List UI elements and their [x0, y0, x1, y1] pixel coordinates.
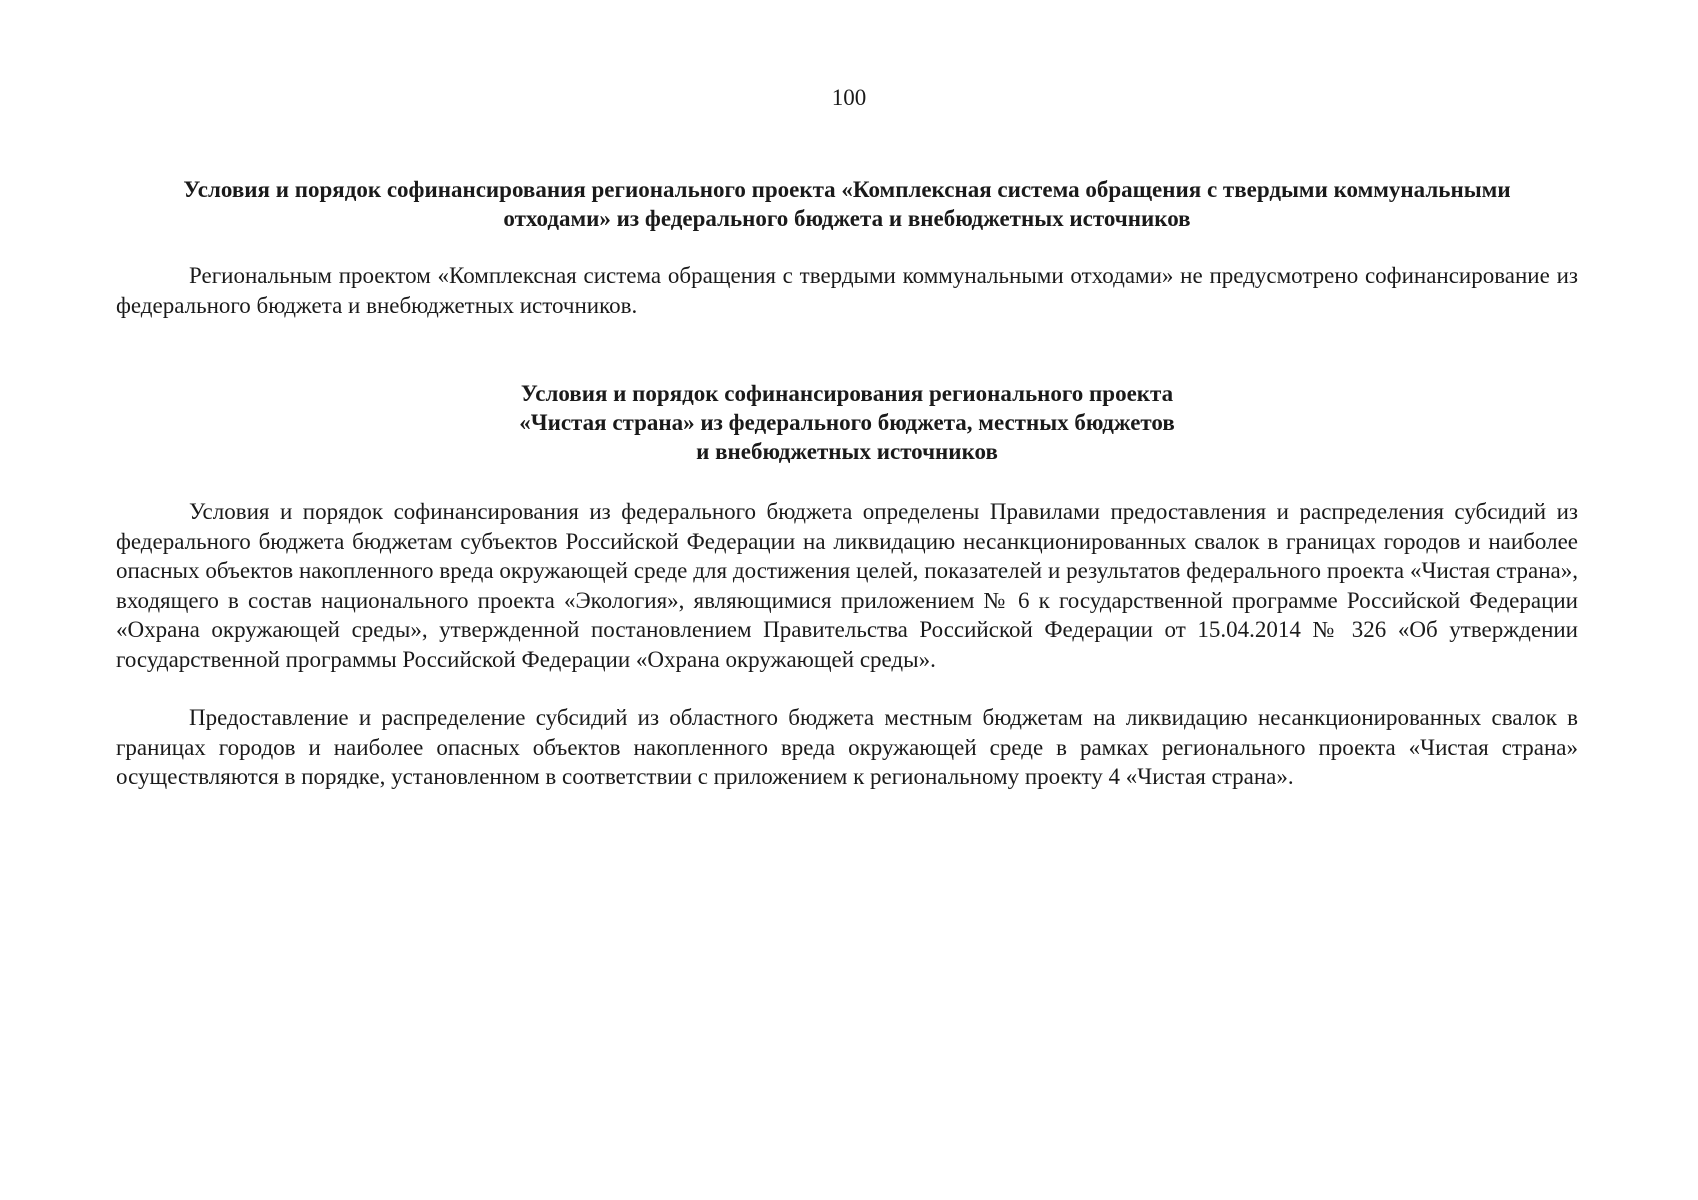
heading-line: и внебюджетных источников: [696, 439, 998, 464]
section-heading-waste-management: [116, 175, 1578, 233]
heading-line: Условия и порядок софинансирования регионального проекта: [520, 381, 1174, 406]
heading-line: Условия и порядок софинансирования регионального проекта «Комплексная система обращения с твердыми коммунальными: [183, 177, 1511, 202]
paragraph-waste-management-cofinancing: Региональным проектом «Комплексная система обращения с твердыми коммунальными отходами» не предусмотрено софинансирование из федерального бюджета и внебюджетных источников.: [116, 263, 1578, 318]
paragraph-regional-subsidies: Предоставление и распределение субсидий из областного бюджета местным бюджетам на ликвидацию несанкционированных свалок в границах городов и наиболее опасных объектов накопленного вреда окружающей среде в рамках регионального проекта «Чистая страна» осуществляются в порядке, установленном в соответствии с приложением к региональному проекту 4 «Чистая страна».: [116, 705, 1578, 789]
section-heading-clean-country: [116, 379, 1578, 466]
heading-line: «Чистая страна» из федерального бюджета, местных бюджетов: [519, 410, 1175, 435]
paragraph-federal-cofinancing-rules: Условия и порядок софинансирования из федерального бюджета определены Правилами предоставления и распределения субсидий из федерального бюджета бюджетам субъектов Российской Федерации на ликвидацию несанкционированных свалок в границах городов и наиболее опасных объектов накопленного вреда окружающей среде для достижения целей, показателей и результатов федерального проекта «Чистая страна», входящего в состав национального проекта «Экология», являющимися приложением № 6 к государственной программе Российской Федерации «Охрана окружающей среды», утвержденной постановлением Правительства Российской Федерации от 15.04.2014 № 326 «Об утверждении государственной программы Российской Федерации «Охрана окружающей среды».: [116, 499, 1578, 672]
page-number: 100: [831, 85, 867, 110]
heading-line: отходами» из федерального бюджета и внебюджетных источников: [503, 206, 1191, 231]
